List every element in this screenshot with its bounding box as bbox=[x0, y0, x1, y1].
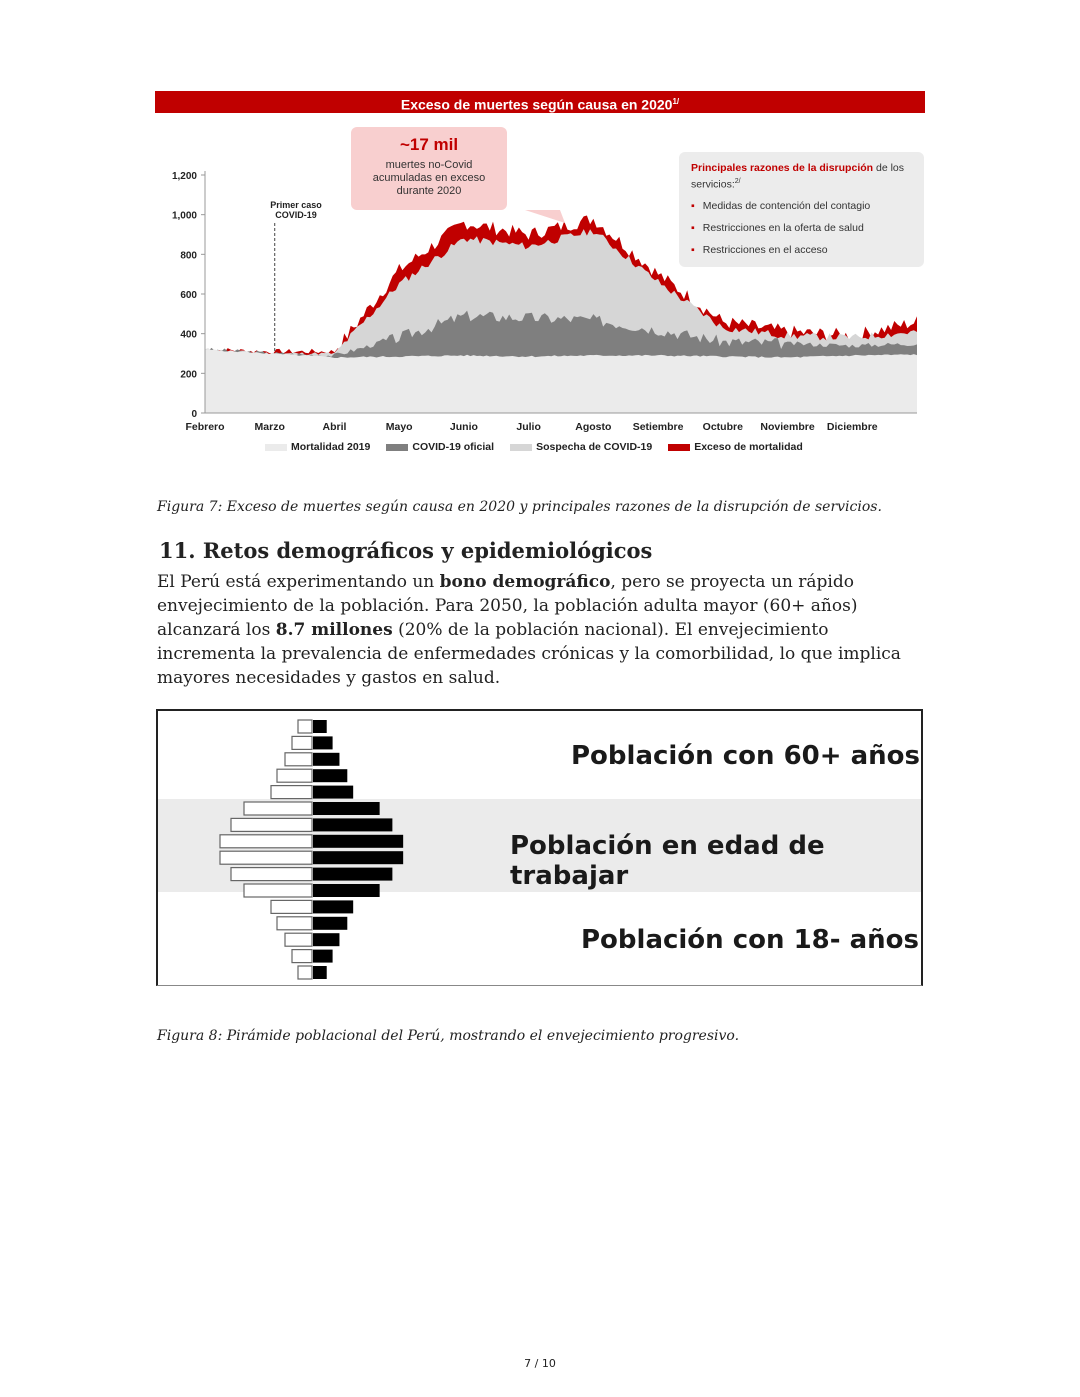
pyramid-bar-right bbox=[313, 835, 403, 848]
pyramid-bar-left bbox=[231, 868, 312, 881]
pyramid-bar-left bbox=[231, 818, 312, 831]
x-tick-label: Noviembre bbox=[760, 421, 815, 433]
pyramid-bar-right bbox=[313, 736, 333, 749]
pyramid-bar-right bbox=[313, 868, 392, 881]
pyramid-bar-left bbox=[298, 720, 312, 733]
figure-8-caption: Figura 8: Pirámide poblacional del Perú, mostrando el envejecimiento progresivo. bbox=[157, 1028, 740, 1044]
figure-7-caption: Figura 7: Exceso de muertes según causa en 2020 y principales razones de la disrupción de servicios. bbox=[157, 499, 882, 515]
population-pyramid bbox=[156, 709, 923, 986]
page-number: 7 / 10 bbox=[524, 1357, 556, 1370]
x-tick-label: Mayo bbox=[385, 421, 413, 433]
y-tick-label: 200 bbox=[180, 369, 197, 381]
y-tick-label: 0 bbox=[191, 409, 197, 420]
legend-item: Mortalidad 2019 bbox=[265, 441, 370, 453]
legend-item: Exceso de mortalidad bbox=[668, 441, 803, 453]
x-tick-label: Agosto bbox=[575, 421, 612, 433]
pyramid-bar-left bbox=[292, 950, 312, 963]
series-area-0 bbox=[205, 349, 917, 413]
x-tick-label: Octubre bbox=[702, 421, 743, 433]
pyramid-bar-right bbox=[313, 966, 327, 979]
y-tick-label: 400 bbox=[180, 329, 197, 341]
pyramid-bar-left bbox=[277, 917, 312, 930]
pyramid-bar-left bbox=[220, 835, 312, 848]
y-tick-label: 600 bbox=[180, 290, 197, 301]
legend-item: Sospecha de COVID-19 bbox=[510, 441, 652, 453]
label-under18: Población con 18- años bbox=[581, 925, 919, 955]
pyramid-bar-right bbox=[313, 720, 327, 733]
callout-pointer bbox=[525, 210, 565, 223]
section-heading: 11. Retos demográficos y epidemiológicos bbox=[159, 538, 653, 563]
callout-big: ~17 mil bbox=[399, 135, 459, 154]
x-tick-label: Abril bbox=[322, 421, 347, 433]
pyramid-bar-right bbox=[313, 933, 339, 946]
pyramid-bar-left bbox=[244, 884, 312, 897]
pyramid-bar-left bbox=[298, 966, 312, 979]
callout-text: muertes no-Covid acumuladas en exceso durante 2020 bbox=[372, 159, 486, 197]
pyramid-bar-left bbox=[285, 753, 312, 766]
reason-item: ▪ Restricciones en la oferta de salud bbox=[691, 222, 924, 234]
pyramid-bar-left bbox=[220, 851, 312, 864]
pyramid-bar-left bbox=[244, 802, 312, 815]
legend-item: COVID-19 oficial bbox=[386, 441, 494, 453]
x-tick-label: Diciembre bbox=[826, 421, 878, 433]
reason-item: ▪ Restricciones en el acceso bbox=[691, 244, 924, 256]
label-working-age: Población en edad de trabajar bbox=[510, 831, 825, 891]
x-tick-label: Setiembre bbox=[632, 421, 684, 433]
x-tick-label: Junio bbox=[449, 421, 478, 433]
y-tick-label: 1,200 bbox=[171, 171, 197, 182]
pyramid-bar-right bbox=[313, 786, 353, 799]
reasons-heading: Principales razones de la disrupción de los servicios:$^{2/}$ bbox=[691, 162, 904, 191]
pyramid-bar-right bbox=[313, 851, 403, 864]
pyramid-bar-left bbox=[271, 786, 312, 799]
pyramid-bar-left bbox=[277, 769, 312, 782]
pyramid-bar-right bbox=[313, 917, 347, 930]
x-tick-label: Febrero bbox=[185, 421, 225, 433]
x-tick-label: Julio bbox=[516, 421, 541, 433]
pyramid-bar-right bbox=[313, 753, 339, 766]
pyramid-bar-right bbox=[313, 769, 347, 782]
pyramid-bar-right bbox=[313, 818, 392, 831]
chart-title: Exceso de muertes según causa en $2020^{1/}$ bbox=[155, 91, 925, 113]
pyramid-bar-left bbox=[292, 736, 312, 749]
y-tick-label: 800 bbox=[180, 250, 197, 262]
pyramid-bar-right bbox=[313, 802, 380, 815]
x-tick-label: Marzo bbox=[254, 421, 285, 433]
reason-item: ▪ Medidas de contención del contagio bbox=[691, 200, 924, 212]
pyramid-bar-left bbox=[285, 933, 312, 946]
callout-box bbox=[351, 127, 507, 210]
label-60plus: Población con 60+ años bbox=[571, 741, 920, 771]
pyramid-bar-left bbox=[271, 900, 312, 913]
pyramid-bar-right bbox=[313, 950, 333, 963]
section-paragraph: El Perú está experimentando un bono demográfico, pero se proyecta un rápido envejecimiento de la población. Para 2050, la población adulta mayor (60+ años) alcanzará los 8.7 millones (20% de la población nacional). El envejecimiento incrementa la prevalencia de enfermedades crónicas y la comorbilidad, lo que implica mayores necesidades y gastos en salud. bbox=[157, 572, 901, 688]
reasons-box bbox=[679, 152, 924, 267]
chart-legend bbox=[265, 441, 803, 453]
pyramid-bar-right bbox=[313, 884, 380, 897]
pyramid-bar-right bbox=[313, 900, 353, 913]
first-case-label: Primer caso COVID-19 bbox=[270, 200, 322, 220]
y-tick-label: 1,000 bbox=[171, 210, 197, 222]
